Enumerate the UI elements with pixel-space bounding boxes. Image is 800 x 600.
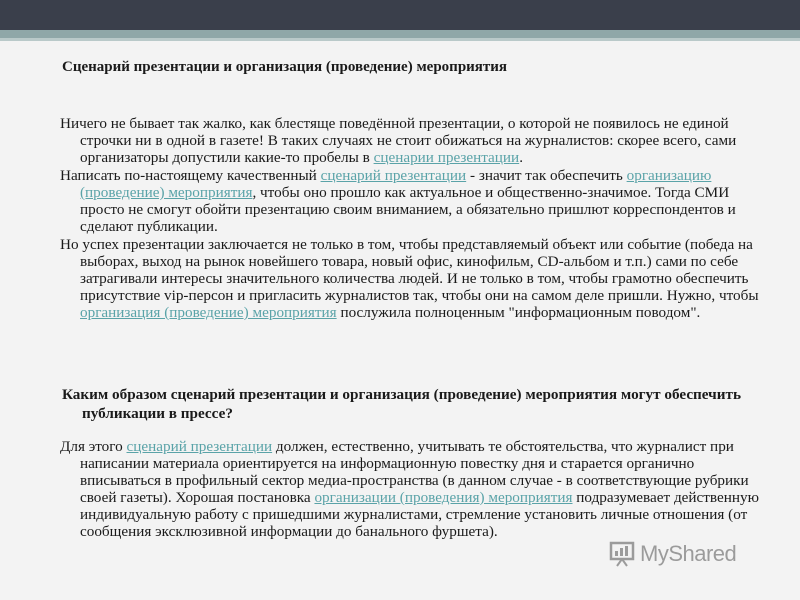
paragraph-1 [60, 115, 772, 166]
link-event-organization[interactable]: организации (проведения) мероприятия [314, 489, 573, 506]
slide-content [60, 115, 772, 321]
link-scenario[interactable]: сценарии презентации [373, 149, 520, 166]
watermark-text: MyShared [640, 541, 737, 566]
link-event-organization[interactable]: организация (проведение) мероприятия [80, 304, 337, 321]
paragraph-text: подразумевает действенную индивидуальную работу с пришедшими журналистами, стремление установить личные отношения (от сообщения эксклюзивной информации до банального фуршета). [80, 489, 759, 540]
paragraph-text: Но успех презентации заключается не только в том, чтобы представляемый объект или событие (победа на выборах, выход на рынок новейшего товара, новый офис, кинофильм, CD-альбом и т.п.) сами по себе затрагивали интересы значительного количества людей. И не только в том, чтобы грамотно обеспечить присутствие vip-персон и пригласить журналистов так, чтобы они на самом деле пришли. Нужно, чтобы [60, 236, 759, 304]
presentation-board-icon [608, 540, 636, 568]
slide-heading: Сценарий презентации и организация (проведение) мероприятия [62, 59, 508, 75]
link-scenario[interactable]: сценарий презентации [320, 167, 467, 184]
top-stripe [0, 30, 800, 38]
link-scenario[interactable]: сценарий презентации [126, 438, 273, 455]
paragraph-4 [60, 438, 772, 540]
paragraph-3 [60, 236, 772, 321]
slide-content-2 [60, 438, 772, 540]
paragraph-text: Ничего не бывает так жалко, как блестяще поведённой презентации, о которой не появилось не единой строчки ни в одной в газете! В таких случаях не стоит обижаться на журналистов: скорее всего, сами организаторы допустили какие-то пробелы в [60, 115, 737, 166]
paragraph-text: . [519, 149, 523, 166]
paragraph-2 [60, 167, 772, 235]
paragraph-text: Написать по-настоящему качественный [60, 167, 321, 184]
paragraph-text: Для этого [60, 438, 127, 455]
paragraph-text: должен, естественно, учитывать те обстоятельства, что журналист при написании материала ориентируется на информационную повестку дня и старается органично вписываться в профильный сектор медиа-пространства (в данном случае - в соответствующие рубрики своей газеты). Хорошая постановка [80, 438, 749, 506]
section-heading: Каким образом сценарий презентации и организация (проведение) мероприятия могут обеспечить публикации в прессе? [62, 386, 741, 422]
paragraph-text: - значит так обеспечить [466, 167, 627, 184]
link-event-organization[interactable]: организацию (проведение) мероприятия [80, 167, 712, 201]
paragraph-text: , чтобы оно прошло как актуальное и общественно-значимое. Тогда СМИ просто не смогут обойти презентацию своим вниманием, а обязательно пришлют корреспондентов и сделают публикации. [80, 184, 736, 235]
paragraph-text: послужила полноценным "информационным поводом". [336, 304, 701, 321]
top-bar [0, 0, 800, 30]
watermark-logo [608, 536, 768, 572]
